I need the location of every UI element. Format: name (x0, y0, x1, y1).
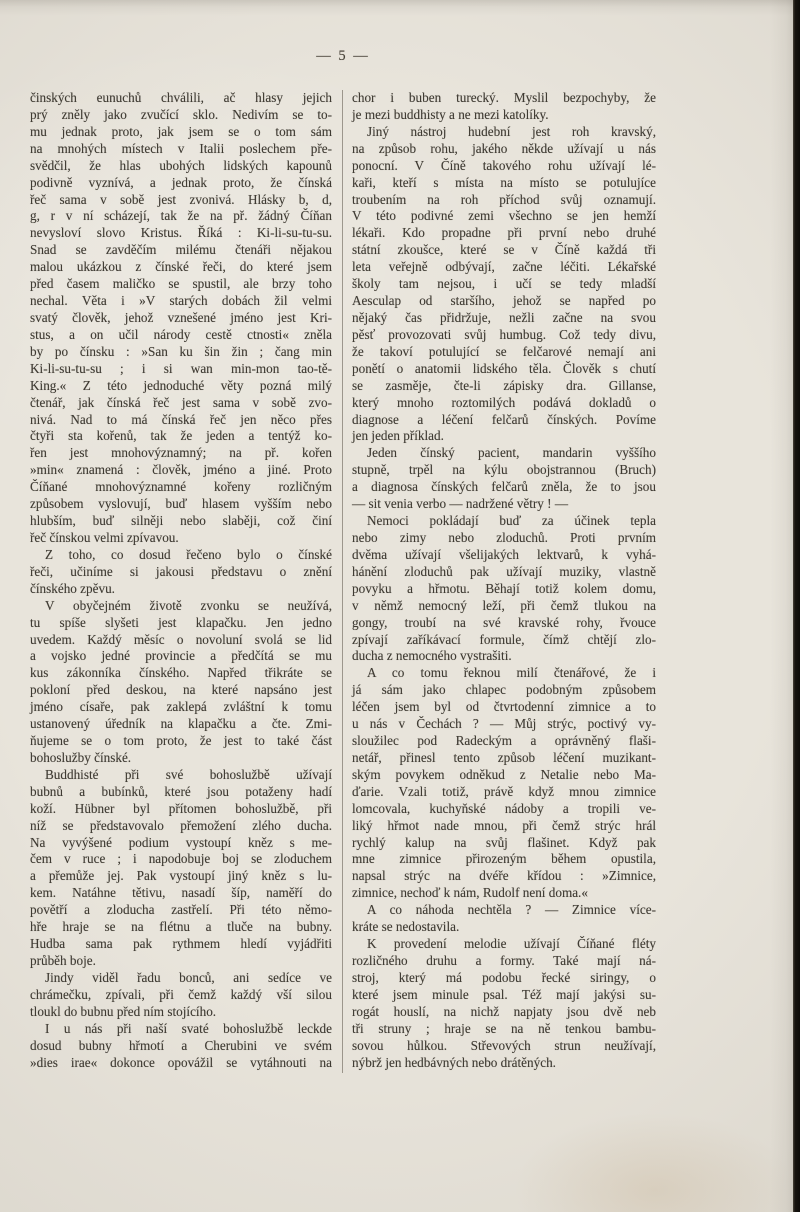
text-line: pěsť provozovati svůj humbug. Což tedy divu, (352, 326, 656, 342)
text-line: je mezi buddhisty a ne mezi katolíky. (352, 106, 549, 122)
text-line: ňujeme se o tom proto, že jest to také část (30, 733, 332, 749)
text-line: nějaký čas přidržuje, nežli začne na svou (352, 309, 656, 325)
text-line: Číňané mnohovýznamné kořeny rozličným (30, 479, 332, 495)
text-line: podivně vyznívá, a jednak proto, že čínská (30, 174, 332, 190)
column-gap (332, 90, 352, 1073)
text-line: povětří a zloducha zastřelí. Při této němo- (30, 902, 332, 918)
text-line: mne zimnice přirozeným během opustila, (352, 851, 656, 867)
text-line: já sám jako chlapec podobným způsobem (352, 682, 656, 698)
text-line: »min« znamená : člověk, jméno a jiné. Proto (30, 462, 332, 478)
text-line: ďarie. Vzali totiž, právě když mnou zimnice (352, 783, 656, 799)
text-line: Hudba sama pak rythmem hledí vyjádřiti (30, 936, 332, 952)
text-line: způsobem vyslovují, buď hlasem vyšším nebo (30, 496, 332, 512)
column-divider-rule (342, 90, 343, 1073)
text-line: rozličného druhu a formy. Také mají ná- (352, 953, 656, 969)
text-line: níž se představovalo přemožení zlého ducha. (30, 817, 332, 833)
text-line: dvěma užívají všelijakých lektvarů, k vyhá- (352, 546, 656, 562)
text-line: zimnice, nechoď k nám, Rudolf není doma.« (352, 885, 588, 901)
text-line: mu jednak proto, jak jsem se o tom sám (30, 123, 332, 139)
text-line: jméno císaře, pak zaklepá zvláštní k tomu (30, 699, 332, 715)
text-line: čtyři sta kořenů, tak že jeden a tentýž ko- (30, 428, 332, 444)
text-line: lomcovala, kuchyňské nádoby a tropili ve- (352, 800, 656, 816)
text-line: Na vyvýšené podium vystoupí kněz s me- (30, 834, 332, 850)
text-line: ducha z nemocného vystrašiti. (352, 648, 512, 664)
text-line: v němž nemocný leží, při čemž tlukou na (352, 597, 656, 613)
text-line: nevysloví slovo Kristus. Říká : Ki-li-su-tu-su. (30, 225, 332, 241)
text-line: nechal. Věta i »V starých dobách žil velmi (30, 293, 332, 309)
text-line: diagnose a léčení felčarů čínských. Povíme (352, 411, 656, 427)
text-line: řeč sama v sobě jest zvonivá. Hlásky b, d, (30, 191, 332, 207)
text-line: I u nás při naší svaté bohoslužbě leckde (45, 1020, 332, 1036)
text-line: nivá. Nad to má čínská řeč jen něco přes (30, 411, 332, 427)
text-line: činských eunuchů chválili, ač hlasy jejich (30, 90, 332, 105)
text-line: kus zákonníka čínského. Napřed třikráte se (30, 665, 332, 681)
text-line: čtenář, jak čínská řeč jest sama v sobě zvo- (30, 394, 332, 410)
text-line: a přemůže jej. Pak vystoupí jiný kněz s lu- (30, 868, 332, 884)
text-line: stupně, trpěl na kýlu obojstrannou (Bruch) (352, 462, 656, 478)
text-line: průběh boje. (30, 953, 96, 969)
page-number: — 5 — (316, 48, 370, 64)
text-line: u nás v Čechách ? — Můj strýc, poctivý vy- (352, 716, 656, 732)
text-line: Buddhisté při své bohoslužbě užívají (45, 766, 332, 782)
text-line: ským povykem odněkud z Netalie nebo Ma- (352, 766, 656, 782)
text-line: že takoví potulující se felčarové nemají ani (352, 343, 656, 359)
text-line: Jindy viděl řadu bonců, ani sedíce ve (45, 969, 332, 985)
text-line: řen jest mnohovýznamný; na př. kořen (30, 445, 332, 461)
text-line: chor i buben turecký. Myslil bezpochyby, že (352, 90, 656, 105)
text-block (30, 90, 656, 1073)
text-line: rychlý kalup na svůj flašinet. Když pak (352, 834, 656, 850)
text-line: ponětí o anatomii lidského těla. Člověk s chutí (352, 360, 656, 376)
text-line: Z toho, co dosud řečeno bylo o čínské (45, 546, 332, 562)
text-line: se zasměje, čte-li zápisky dra. Gillanse, (352, 377, 656, 393)
text-line: V obyčejném životě zvonku se neužívá, (45, 597, 332, 613)
paragraph (352, 513, 656, 665)
text-line: čínského zpěvu. (30, 580, 115, 596)
text-line: hlubším, buď silněji nebo slaběji, což činí (30, 513, 332, 529)
text-line: K provedení melodie užívají Číňané fléty (367, 936, 656, 952)
text-line: které jsem minule psal. Též mají jakýsi su- (352, 986, 656, 1002)
paragraph (352, 936, 656, 1071)
text-line: napsal strýc na dvéře křídou : »Zimnice, (352, 868, 656, 884)
text-line: čem v ruce ; i napodobuje boj se zloduchem (30, 851, 332, 867)
text-line: — sit venia verbo — nadržené větry ! — (352, 496, 569, 512)
text-line: řeči, učiníme si jakousi představu o znění (30, 563, 332, 579)
text-line: a vojsko jedné provincie a předčítá se mu (30, 648, 332, 664)
paragraph (30, 1021, 332, 1072)
text-line: netář, přinesl tento způsob léčení muzikant- (352, 749, 656, 765)
text-line: troubením na roh příchod svůj oznamují. (352, 191, 656, 207)
text-line: hánění zloduchů pak užívají muziky, vlastně (352, 563, 656, 579)
paragraph (352, 902, 656, 936)
paragraph (352, 90, 656, 124)
text-line: státní zkoušce, které se v Číně každá tři (352, 242, 656, 258)
text-column-right (352, 90, 656, 1073)
text-line: nýbrž jen hedbávných nebo drátěných. (352, 1054, 556, 1070)
text-line: A co náhoda nechtěla ? — Zimnice více- (367, 902, 656, 918)
text-line: koží. Hübner byl přítomen bohoslužbě, při (30, 800, 332, 816)
text-line: gongy, troubí na své kravské rohy, řvouce (352, 614, 656, 630)
text-line: dosud bubny hřmotí a Cherubini ve svém (30, 1037, 332, 1053)
text-line: na mnohých místech v Italii poslechem pře- (30, 140, 332, 156)
text-line: svědčil, že hlas ubohých lidských kapounů (30, 157, 332, 173)
text-line: liký hřmot nade mnou, při čemž strýc hrál (352, 817, 656, 833)
text-line: pokloní před deskou, na které napsáno jest (30, 682, 332, 698)
text-line: povyku a hřmotu. Běhají totiž kolem domu, (352, 580, 656, 596)
text-line: King.« Z této jednoduché věty pozná milý (30, 377, 332, 393)
paragraph (30, 598, 332, 767)
text-line: který mnoho roztomilých podává dokladů o (352, 394, 656, 410)
text-line: stroj, který má podobu řecké siringy, o (352, 969, 656, 985)
text-line: uvedem. Každý měsíc o novoluní svolá se lid (30, 631, 332, 647)
paragraph (30, 767, 332, 970)
text-line: bohoslužby čínské. (30, 749, 132, 765)
text-line: sloužilec pod Radeckým a oprávněný flaši- (352, 733, 656, 749)
text-line: by po čínsku : »San ku šin žin ; čang min (30, 343, 332, 359)
text-line: svatý člověk, jehož vznešené jméno jest Kri- (30, 309, 332, 325)
paragraph (352, 665, 656, 902)
text-line: bubnů a bubínků, které jsou potaženy hadí (30, 783, 332, 799)
text-line: tu spíše slyšeti jest klapačku. Jen jedno (30, 614, 332, 630)
text-line: lékaři. Kdo propadne při první nebo druhé (352, 225, 656, 241)
text-line: léčen jsem byl od čtvrtodenní zimnice a to (352, 699, 656, 715)
text-line: »dies irae« dokonce opovážil se vytáhnouti na (30, 1054, 332, 1070)
text-line: ustanovený úředník na klapačku a čte. Zmi- (30, 716, 332, 732)
text-line: jen jeden příklad. (352, 428, 444, 444)
text-line: rogát houslí, na nichž napjaty jsou dvě neb (352, 1003, 656, 1019)
text-column-left (30, 90, 332, 1073)
text-line: kaři, kteří s místa na místo se potulujíce (352, 174, 656, 190)
text-line: hře hraje se na flétnu a tluče na bubny. (30, 919, 332, 935)
paragraph (30, 547, 332, 598)
text-line: Aesculap od staršího, jehož se napřed po (352, 293, 656, 309)
text-line: před časem maličko se spustil, ale brzy toho (30, 276, 332, 292)
text-line: kráte se nedostavila. (352, 919, 460, 935)
text-line: prý zněly jako zvučící sklo. Nedivím se to- (30, 106, 332, 122)
paragraph (352, 124, 656, 446)
text-line: zpívají zaříkávací formule, čímž chtějí zlo- (352, 631, 656, 647)
scan-edge-shadow (793, 0, 800, 1212)
text-line: tloukl do bubnu před ním stojícího. (30, 1003, 217, 1019)
text-line: a diagnosa čínských felčarů zněla, že to jsou (352, 479, 656, 495)
paragraph (352, 445, 656, 513)
text-line: na způsob rohu, jakého někde užívají u nás (352, 140, 656, 156)
paragraph (30, 90, 332, 547)
text-line: chrámečku, zpívali, při čemž každý vší silou (30, 986, 332, 1002)
text-line: řeč čínskou velmi zpívavou. (30, 529, 179, 545)
text-line: kem. Natáhne tětivu, nasadí šíp, naměří do (30, 885, 332, 901)
text-line: V této podivné zemi všechno se jen hemží (352, 208, 656, 224)
text-line: nebo zimy nebo zloduchů. Proti prvním (352, 529, 656, 545)
paragraph (30, 970, 332, 1021)
text-line: Jiný nástroj hudební jest roh kravský, (367, 123, 656, 139)
text-line: Ki-li-su-tu-su ; i si wan min-mon tao-tě- (30, 360, 332, 376)
text-line: Snad se zavděčím milému čtenáři nějakou (30, 242, 332, 258)
text-line: leta veřejně odbývají, začne léčiti. Lékařské (352, 259, 656, 275)
text-line: A co tomu řeknou milí čtenářové, že i (367, 665, 656, 681)
text-line: sovou hůlkou. Střevových strun neužívají, (352, 1037, 656, 1053)
text-line: malou ukázkou z čínské řeči, do které jsem (30, 259, 332, 275)
text-line: školy tam nejsou, i učí se tedy mladší (352, 276, 656, 292)
text-line: ponocní. V Číně takového rohu užívají lé- (352, 157, 656, 173)
text-line: g, r v ní scházejí, tak že na př. žádný Číňan (30, 208, 332, 224)
text-line: tři struny ; hraje se na ně tenkou bambu- (352, 1020, 656, 1036)
text-line: Nemoci pokládají buď za účinek tepla (367, 513, 656, 529)
text-line: stus, a on učil národy cestě ctnosti« zněla (30, 326, 332, 342)
text-line: Jeden čínský pacient, mandarin vyššího (367, 445, 656, 461)
